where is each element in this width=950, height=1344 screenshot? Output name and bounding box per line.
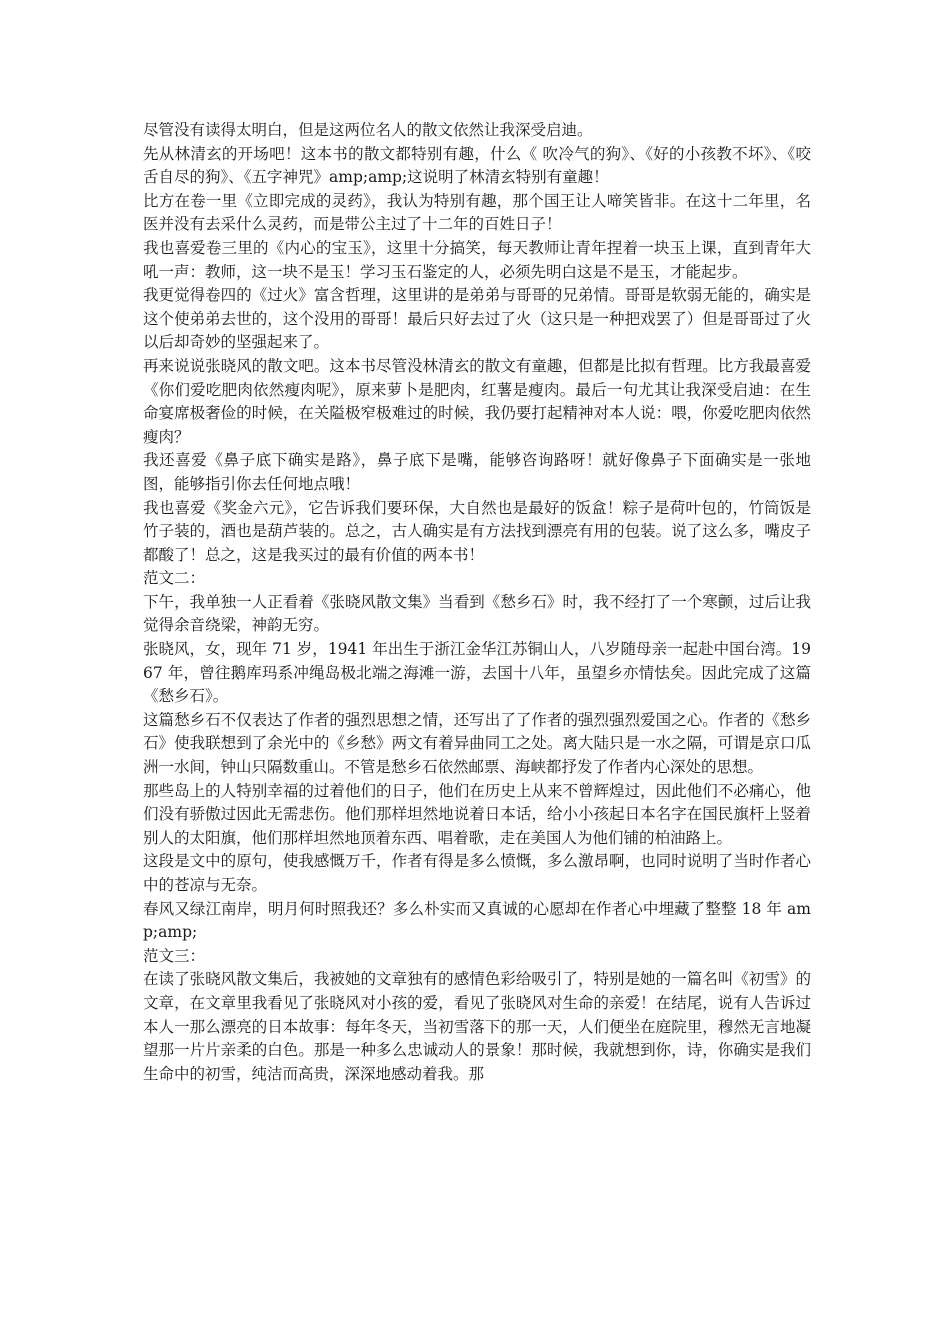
paragraph: 那些岛上的人特别幸福的过着他们的日子，他们在历史上从来不曾辉煌过，因此他们不必痛心，他们没有骄傲过因此无需悲伤。他们那样坦然地说着日本话，给小小孩起日本名字在国民旗杆上竖着别人的太阳旗，他们那样坦然地顶着东西、唱着歌，走在美国人为他们铺的柏油路上。 (143, 781, 811, 847)
paragraph: 这篇愁乡石不仅表达了作者的强烈思想之情，还写出了了作者的强烈强烈爱国之心。作者的《愁乡石》使我联想到了余光中的《乡愁》两文有着异曲同工之处。离大陆只是一水之隔，可谓是京口瓜洲一水间，钟山只隔数重山。不管是愁乡石依然邮票、海峡都抒发了作者内心深处的思想。 (143, 710, 811, 777)
section-heading: 范文二： (143, 569, 206, 588)
paragraph: 在读了张晓风散文集后，我被她的文章独有的感情色彩给吸引了，特别是她的一篇名叫《初雪》的文章，在文章里我看见了张晓风对小孩的爱，看见了张晓风对生命的亲爱！在结尾，说有人告诉过本人一那么漂亮的日本故事：每年冬天，当初雪落下的那一天，人们便坐在庭院里，穆然无言地凝望那一片片亲柔的白色。那是一种多么忠诚动人的景象！那时候，我就想到你，诗，你确实是我们生命中的初雪，纯洁而高贵，深深地感动着我。那 (143, 970, 811, 1083)
paragraph: 下午，我单独一人正看着《张晓风散文集》当看到《愁乡石》时，我不经打了一个寒颤，过后让我觉得余音绕梁，神韵无穷。 (143, 592, 811, 635)
paragraph: 我还喜爱《鼻子底下确实是路》，鼻子底下是嘴，能够咨询路呀！就好像鼻子下面确实是一张地图，能够指引你去任何地点哦！ (143, 451, 811, 493)
paragraph: 先从林清玄的开场吧！这本书的散文都特别有趣，什么《 吹冷气的狗》、《好的小孩教不坏》、《咬舌自尽的狗》、《五字神咒》amp;amp;这说明了林清玄特别有童趣！ (143, 144, 811, 187)
paragraph: 比方在卷一里《立即完成的灵药》，我认为特别有趣，那个国王让人啼笑皆非。在这十二年里，名医并没有去采什么灵药，而是带公主过了十二年的百姓日子！ (143, 191, 811, 234)
paragraph: 尽管没有读得太明白，但是这两位名人的散文依然让我深受启迪。 (143, 121, 593, 139)
section-heading: 范文三： (143, 946, 206, 965)
paragraph: 我也喜爱《奖金六元》，它告诉我们要环保，大自然也是最好的饭盒！粽子是荷叶包的，竹筒饭是竹子装的，酒也是葫芦装的。总之，古人确实是有方法找到漂亮有用的包装。说了这么多，嘴皮子都酸了！总之，这是我买过的最有价值的两本书！ (143, 498, 811, 564)
paragraph: 春风又绿江南岸，明月何时照我还？多么朴实而又真诚的心愿却在作者心中埋藏了整整 18 年 amp;amp; (143, 899, 811, 942)
paragraph: 张晓风，女，现年 71 岁，1941 年出生于浙江金华江苏铜山人，八岁随母亲一起赴中国台湾。1967 年，曾往鹅库玛系冲绳岛极北端之海滩一游，去国十八年，虽望乡亦情怯矣。因此完成了这篇《愁乡石》。 (143, 640, 811, 706)
paragraph: 我也喜爱卷三里的《内心的宝玉》，这里十分搞笑，每天教师让青年捏着一块玉上课，直到青年大吼一声：教师，这一块不是玉！学习玉石鉴定的人，必须先明白这是不是玉，才能起步。 (143, 238, 811, 281)
paragraph: 这段是文中的原句，使我感慨万千，作者有得是多么愤慨，多么激昂啊，也同时说明了当时作者心中的苍凉与无奈。 (143, 852, 811, 894)
paragraph: 我更觉得卷四的《过火》富含哲理，这里讲的是弟弟与哥哥的兄弟情。哥哥是软弱无能的，确实是这个使弟弟去世的，这个没用的哥哥！最后只好去过了火（这只是一种把戏罢了）但是哥哥过了火以后却奇妙的坚强起来了。 (143, 286, 811, 352)
document-body (143, 119, 811, 1086)
paragraph: 再来说说张晓风的散文吧。这本书尽管没林清玄的散文有童趣，但都是比拟有哲理。比方我最喜爱《你们爱吃肥肉依然瘦肉呢》，原来萝卜是肥肉，红薯是瘦肉。最后一句尤其让我深受启迪：在生命宴席极奢俭的时候，在关隘极窄极难过的时候，我仍要打起精神对本人说：喂，你爱吃肥肉依然瘦肉？ (143, 356, 811, 446)
